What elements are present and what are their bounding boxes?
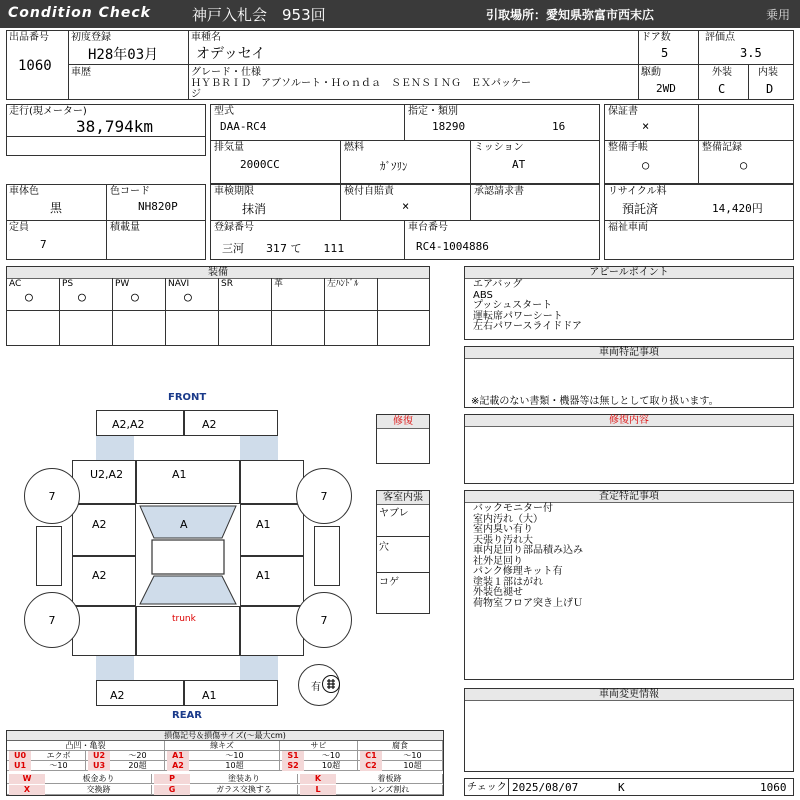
appeal-line: 左右パワースライドドア — [473, 321, 582, 332]
damage-roof: A — [180, 518, 188, 531]
color-value: 黒 — [50, 201, 63, 215]
equipment-label: SR — [221, 279, 233, 289]
mission-label: ミッション — [474, 142, 524, 153]
lot-number: 1060 — [18, 58, 52, 74]
special-title: 車両特記事項 — [465, 347, 793, 359]
repair-pane — [464, 414, 794, 484]
assessment-line: 塗装１部はがれ — [473, 576, 543, 588]
legend-code: U2 — [88, 751, 110, 761]
fuel-value: ｶﾞｿﾘﾝ — [380, 160, 408, 173]
legend-text: 〜10 — [321, 751, 341, 760]
cabin-glass — [136, 504, 240, 606]
damage-door-rear-right: A1 — [256, 569, 271, 582]
front-label: FRONT — [168, 392, 207, 403]
designation-label: 指定・類別 — [408, 106, 458, 117]
trunk-label: trunk — [172, 614, 196, 624]
assessment-line: 荷物室フロア突き上げＵ — [473, 597, 583, 609]
equipment-mark: ○ — [25, 290, 33, 305]
door-rear-right — [240, 556, 304, 606]
rear-quarter-left — [72, 606, 136, 656]
legend-text: 塗装あり — [228, 774, 260, 783]
legend-code: G — [154, 785, 190, 795]
recycle-fee: 14,420円 — [712, 202, 763, 215]
selfcert-label: 検付自賠責 — [344, 186, 394, 197]
damage-rear-bumper-left: A2 — [110, 689, 125, 702]
legend-code: K — [300, 774, 336, 784]
equipment-mark: ○ — [78, 290, 86, 305]
tire-rear-left: 7 — [24, 592, 80, 648]
doors-value: 5 — [661, 46, 669, 60]
side-mirror-right — [314, 526, 340, 586]
tire-front-left: 7 — [24, 468, 80, 524]
legend-group-header: 腐食 — [358, 741, 443, 751]
damage-hood-left: U2,A2 — [90, 468, 124, 481]
grade-line-1: ＨＹＢＲＩＤ アブソルート・Ｈｏｎｄａ ＳＥＮＳＩＮＧ ＥＸパッケー — [191, 78, 531, 89]
legend-code: C2 — [360, 761, 382, 771]
drive-label: 駆動 — [641, 67, 661, 78]
welfare-label: 福祉車両 — [608, 222, 648, 233]
assessment-line: 外装色褪せ — [473, 587, 523, 598]
vehicle-category: 乗用 — [766, 8, 791, 22]
interior-item-burn: コゲ — [379, 577, 399, 588]
assessment-line: 車内足回り部品積み込み — [473, 545, 583, 556]
designation-value: 18290 — [432, 120, 466, 133]
legend-text: 〜10 — [49, 761, 68, 770]
check-code: K — [618, 781, 625, 794]
equipment-mark: ○ — [131, 290, 139, 305]
legend-code: U1 — [9, 761, 31, 771]
type-label: 型式 — [214, 106, 234, 117]
assessment-line: バックモニター付 — [473, 503, 553, 514]
record-label: 整備記録 — [702, 142, 742, 153]
displacement-label: 排気量 — [214, 142, 244, 153]
model-label: 車種名 — [191, 32, 221, 43]
windshield — [140, 506, 236, 538]
model-name: オデッセイ — [196, 46, 266, 62]
legend-code: P — [154, 774, 190, 784]
capacity-value: 7 — [40, 238, 47, 251]
special-note: ※記載のない書類・機器等は無しとして取り扱います。 — [471, 396, 719, 407]
rear-bumper-right — [184, 680, 278, 706]
change-pane — [464, 688, 794, 772]
type-value: DAA-RC4 — [220, 120, 267, 133]
inspection-label: 車検期限 — [214, 186, 254, 197]
tire-front-right: 7 — [296, 468, 352, 524]
legend-group-header: 凸凹・亀裂 — [7, 741, 165, 751]
manual-label: 整備手帳 — [608, 142, 648, 153]
front-fender-left — [72, 460, 136, 504]
record-value: ○ — [740, 158, 748, 172]
check-lot: 1060 — [760, 781, 787, 794]
displacement-value: 2000CC — [240, 158, 280, 171]
inspection-value: 抹消 — [242, 202, 267, 216]
legend-group-header: サビ — [280, 741, 358, 751]
change-title: 車両変更情報 — [465, 689, 793, 701]
score-label: 評価点 — [705, 32, 735, 43]
interior-item-tear: ヤブレ — [379, 508, 409, 519]
recycle-status: 預託済 — [622, 202, 659, 216]
legend-code: U3 — [88, 761, 110, 771]
color-label: 車体色 — [9, 186, 39, 197]
legend-text: 10超 — [403, 761, 422, 770]
front-left-corner-shade — [96, 436, 134, 460]
equipment-label: AC — [9, 279, 22, 289]
legend-code: S2 — [282, 761, 304, 771]
equipment-label: 左ﾊﾝﾄﾞﾙ — [327, 279, 359, 289]
assessment-line: 社外足回り — [473, 555, 523, 567]
history-label: 車歴 — [71, 67, 91, 78]
assessment-line: パンク修理キット有 — [473, 566, 563, 577]
mileage-value: 38,794km — [76, 117, 154, 136]
legend-text: 交換跡 — [86, 785, 111, 794]
damage-door-front-right: A1 — [256, 518, 271, 531]
mission-value: AT — [512, 158, 526, 171]
legend-code: X — [9, 785, 45, 795]
grade-line-2: ジ — [191, 89, 201, 100]
damage-door-front-left: A2 — [92, 518, 107, 531]
chassis-value: RC4-1004886 — [416, 240, 489, 253]
roof-panel — [152, 540, 224, 574]
assessment-pane — [464, 490, 794, 680]
legend-title: 損傷記号＆損傷サイズ(〜最大cm) — [7, 731, 443, 741]
rear-window — [140, 576, 236, 604]
mileage-label: 走行(現メーター) — [9, 106, 87, 117]
repair-box-title: 修復 — [377, 415, 429, 429]
legend-text: 〜10 — [403, 751, 422, 760]
legend-code: A2 — [167, 761, 189, 771]
lot-label: 出品番号 — [9, 32, 49, 43]
legend-code: L — [300, 785, 336, 795]
warranty-value: × — [642, 119, 650, 133]
equipment-title: 装備 — [7, 267, 429, 279]
legend-text: 板金あり — [82, 774, 115, 783]
colorcode-value: NH820P — [138, 200, 178, 213]
legend-code: C1 — [360, 751, 382, 761]
pickup-location: 引取場所：愛知県弥富市西末広 — [486, 8, 655, 22]
selfcert-value: × — [402, 199, 410, 213]
damage-front-bumper-right: A2 — [202, 418, 217, 431]
front-fender-right — [240, 460, 304, 504]
assessment-line: 室内汚れ（大） — [473, 513, 543, 525]
load-label: 積載量 — [110, 222, 140, 233]
legend-code: A1 — [167, 751, 189, 761]
chassis-label: 車台番号 — [408, 222, 448, 233]
plate-label: 登録番号 — [214, 222, 254, 233]
warranty-label: 保証書 — [608, 106, 638, 117]
damage-hood-right: A1 — [172, 468, 187, 481]
equipment-label: NAVI — [168, 279, 190, 289]
rear-label: REAR — [172, 710, 202, 721]
recycle-label: リサイクル料 — [608, 186, 667, 197]
brand-title: Condition Check — [8, 5, 151, 21]
assessment-line: 室内臭い有り — [473, 524, 533, 535]
special-pane — [464, 346, 794, 408]
check-date: 2025/08/07 — [512, 781, 579, 794]
rear-left-corner-shade — [96, 656, 134, 680]
auction-title: 神戸入札会 953回 — [192, 6, 326, 24]
manual-value: ○ — [642, 158, 650, 172]
legend-code: W — [9, 774, 45, 784]
spare-tire-icon — [322, 675, 340, 693]
interior-item-hole: 穴 — [379, 542, 389, 553]
hood-panel — [136, 460, 240, 504]
appeal-line: 運転席パワーシート — [473, 310, 563, 322]
approval-label: 承認請求書 — [474, 186, 524, 197]
legend-code: U0 — [9, 751, 31, 761]
appeal-list — [473, 280, 582, 333]
legend-text: 10超 — [321, 761, 341, 770]
equipment-label: PW — [115, 279, 130, 289]
side-mirror-left — [36, 526, 62, 586]
drive-value: 2WD — [656, 82, 676, 95]
appeal-line: ABS — [473, 289, 493, 301]
legend-code: S1 — [282, 751, 304, 761]
damage-front-bumper-left: A2,A2 — [112, 418, 145, 431]
int-label: 内装 — [758, 67, 778, 78]
plate-value: 三河 317 て 111 — [222, 242, 345, 255]
int-value: D — [766, 82, 774, 96]
rear-quarter-right — [240, 606, 304, 656]
score-value: 3.5 — [740, 46, 762, 60]
interior-box-title: 客室内張 — [377, 491, 429, 505]
tire-rear-right: 7 — [296, 592, 352, 648]
damage-door-rear-left: A2 — [92, 569, 107, 582]
legend-text: 〜10 — [225, 751, 244, 760]
first-registration: H28年03月 — [88, 47, 159, 63]
legend-text: エクボ — [46, 751, 71, 760]
legend-text: 着板跡 — [377, 774, 402, 783]
header-bar — [0, 0, 800, 28]
legend-text: ガラス交換する — [216, 785, 272, 794]
ext-value: C — [718, 82, 726, 96]
ext-label: 外装 — [712, 67, 732, 78]
fuel-label: 燃料 — [344, 142, 364, 153]
appeal-pane — [464, 266, 794, 340]
legend-text: 10超 — [225, 761, 244, 770]
legend-text: レンズ割れ — [369, 785, 410, 794]
appeal-title: アピールポイント — [465, 267, 793, 279]
appeal-line: プッシュスタート — [473, 300, 553, 311]
category-number: 16 — [552, 120, 566, 133]
spare-tire-label: 有 — [311, 681, 321, 693]
reg-label: 初度登録 — [71, 32, 111, 43]
repair-title: 修復内容 — [465, 415, 793, 427]
grade-label: グレード・仕様 — [191, 67, 261, 78]
legend-text: 20超 — [128, 761, 147, 770]
appeal-line: エアバッグ — [473, 279, 523, 290]
check-label: チェック — [467, 782, 507, 793]
damage-rear-bumper-right: A1 — [202, 689, 217, 702]
rear-right-corner-shade — [240, 656, 278, 680]
legend-text: 〜20 — [128, 751, 147, 760]
assessment-title: 査定特記事項 — [465, 491, 793, 503]
legend-group-header: 線キズ — [165, 741, 280, 751]
equipment-mark: ○ — [184, 290, 192, 305]
front-bumper-right — [184, 410, 278, 436]
equipment-label: 革 — [274, 279, 284, 289]
doors-label: ドア数 — [641, 32, 671, 43]
assessment-line: 天張り汚れ大 — [473, 534, 533, 546]
colorcode-label: 色コード — [110, 186, 150, 197]
equipment-label: PS — [62, 279, 74, 289]
door-front-right — [240, 504, 304, 556]
capacity-label: 定員 — [9, 222, 29, 233]
front-right-corner-shade — [240, 436, 278, 460]
assessment-list — [473, 504, 583, 609]
